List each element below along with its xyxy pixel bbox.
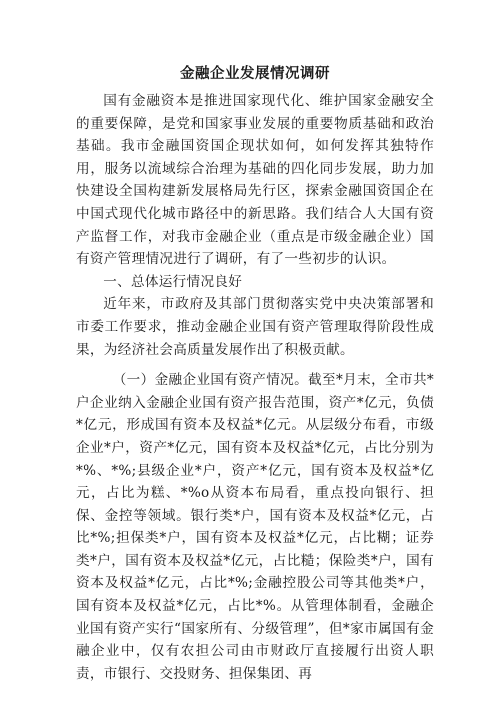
section-paragraph: 近年来，市政府及其部门贯彻落实党中央决策部署和市委工作要求，推动金融企业国有资产管理取得阶段性成果，为经济社会高质量发展作出了积极贡献。 <box>76 296 434 358</box>
subsection-paragraph: （一）金融企业国有资产情况。截至*月末，全市共*户企业纳入金融企业国有资产报告范围，资产*亿元，负债*亿元，形成国有资本及权益*亿元。从层级分布看，市级企业*户，资产*亿元，国有资本及权益*亿元，占比分别为*%、*%;县级企业*户，资产*亿元，国有资本及权益*亿元，占比为糕、*%o从资本布局看，重点投向银行、担保、金控等领域。银行类*户，国有资本及权益*亿元，占比*%;担保类*户，国有资本及权益*亿元，占比糊；证券类*户，国有资本及权益*亿元，占比糙；保险类*户，国有资本及权益*亿元，占比*%;金融控股公司等其他类*户，国有资本及权益*亿元，占比*%。从管理体制看，金融企业国有资产实行“国家所有、分级管理”，但*家市属国有金融企业中，仅有农担公司由市财政厅直接履行出资人职责，市银行、交投财务、担保集团、再 <box>76 372 434 682</box>
document-title: 金融企业发展情况调研 <box>180 65 330 82</box>
paragraph-gap <box>76 361 434 369</box>
intro-paragraph: 国有金融资本是推进国家现代化、维护国家金融安全的重要保障，是党和国家事业发展的重要物质基础和政治基础。我市金融国资国企现状如何，如何发挥其独特作用，服务以流域综合治理为基础的四化同步发展，助力加快建设全国构建新发展格局先行区，探索金融国资国企在中国式现代化城市路径中的新思路。我们结合人大国有资产监督工作，对我市金融企业（重点是市级金融企业）国有资产管理情况进行了调研，有了一些初步的认识。 <box>76 93 434 268</box>
section-heading: 一、总体运行情况良好 <box>103 273 243 290</box>
